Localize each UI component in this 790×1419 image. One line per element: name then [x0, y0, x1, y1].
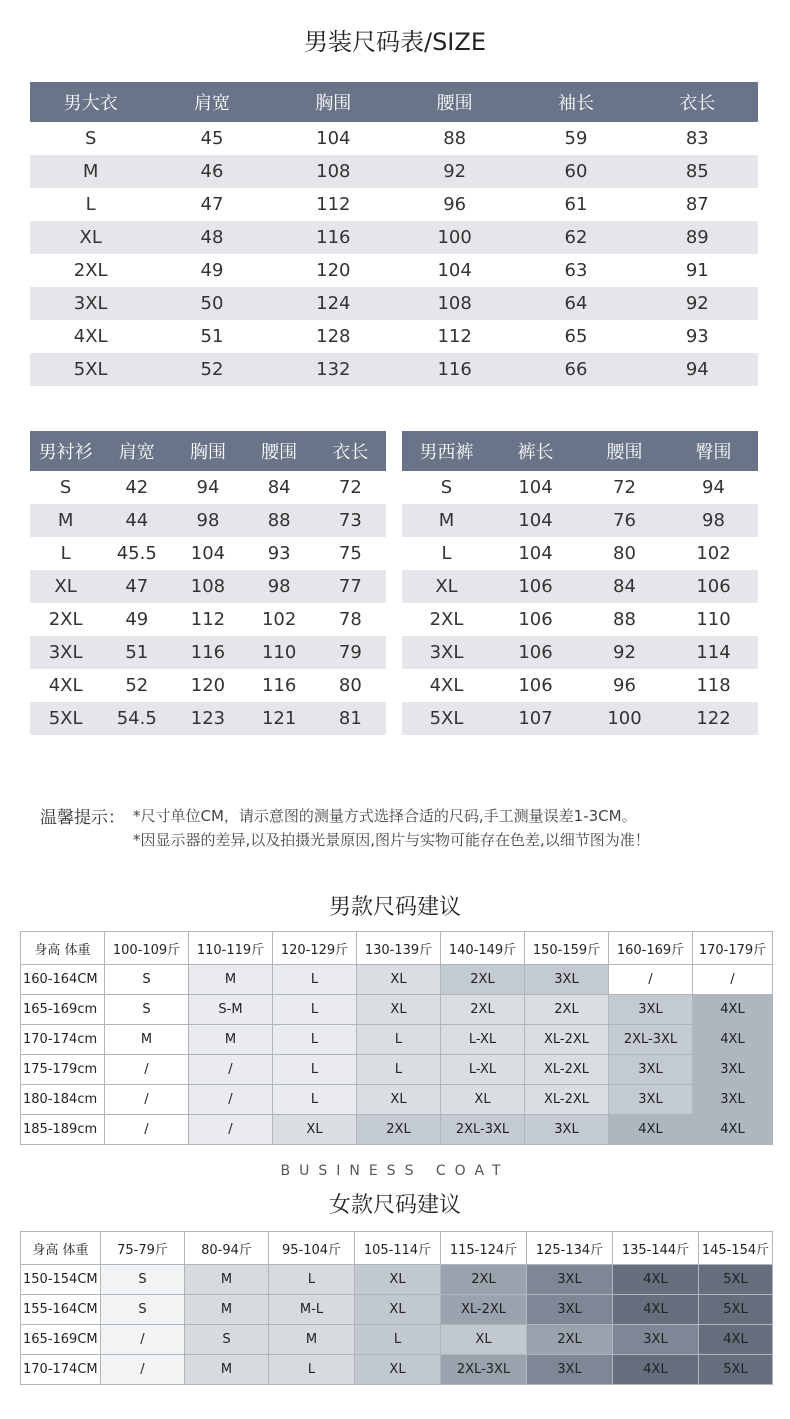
page-title: 男装尺码表/SIZE [303, 28, 486, 56]
table-cell: 2XL [441, 995, 525, 1025]
table-cell: S [185, 1325, 269, 1355]
table-header-cell: 105-114斤 [355, 1232, 441, 1265]
table-cell: 3XL [527, 1265, 613, 1295]
table-header-cell: 男西裤 [402, 431, 491, 471]
table-cell: 108 [394, 287, 515, 320]
table-cell: 3XL [693, 1055, 773, 1085]
table-cell: 88 [613, 609, 636, 630]
table-cell: 98 [244, 570, 315, 603]
table-cell: / [693, 965, 773, 995]
table-cell: 54.5 [101, 702, 172, 735]
table-cell: 116 [394, 353, 515, 386]
table-header-row [21, 1232, 773, 1265]
row-header-cell: 170-174cm [21, 1025, 105, 1055]
row-header-cell: M [30, 155, 151, 188]
table-cell: / [101, 1325, 185, 1355]
table-cell: 49 [200, 260, 224, 281]
table-cell: 73 [315, 504, 386, 537]
table-cell: 114 [669, 636, 758, 669]
row-header-cell: 2XL [429, 609, 464, 630]
table-cell: 76 [580, 504, 669, 537]
table-cell: L [273, 965, 357, 995]
table-cell: 51 [200, 326, 224, 347]
row-header-cell: 5XL [30, 702, 101, 735]
table-cell: 46 [151, 155, 272, 188]
table-cell: 93 [267, 543, 291, 564]
table-cell: 88 [443, 128, 467, 149]
table-cell: M [185, 1295, 269, 1325]
table-cell: M [185, 1265, 269, 1295]
table-cell: XL [357, 995, 441, 1025]
table-cell: 102 [696, 543, 731, 564]
table-cell: 116 [172, 636, 243, 669]
table-header-cell: 100-109斤 [105, 932, 189, 965]
table-cell: 66 [515, 353, 636, 386]
table-cell: M [189, 965, 273, 995]
row-header-cell: 185-189cm [21, 1115, 105, 1145]
table-row [21, 1295, 773, 1325]
table-cell: 75 [338, 543, 362, 564]
row-header-cell: 2XL [73, 260, 108, 281]
table-row [21, 1355, 773, 1385]
table-cell: 3XL [609, 995, 693, 1025]
table-cell: 106 [518, 675, 553, 696]
table-row [30, 537, 386, 570]
table-cell: 106 [518, 609, 553, 630]
table-row [30, 287, 758, 320]
table-header-cell: 170-179斤 [693, 932, 773, 965]
table-row [30, 188, 758, 221]
table-cell: 64 [515, 287, 636, 320]
table-cell: 128 [316, 326, 351, 347]
table-cell: 88 [244, 504, 315, 537]
table-cell: / [105, 1055, 189, 1085]
table-cell: 78 [338, 609, 362, 630]
table-cell: 59 [564, 128, 588, 149]
table-cell: 102 [261, 609, 297, 630]
table-cell: 107 [491, 702, 580, 735]
table-cell: S [101, 1295, 185, 1325]
table-header-row [30, 431, 386, 471]
table-cell: 104 [518, 543, 553, 564]
table-cell: 63 [564, 260, 588, 281]
table-cell: L [357, 1025, 441, 1055]
table-cell: 3XL [527, 1355, 613, 1385]
table-cell: XL [357, 1085, 441, 1115]
table-row [30, 669, 386, 702]
table-header-cell: 130-139斤 [357, 932, 441, 965]
table-cell: XL-2XL [525, 1025, 609, 1055]
row-header-cell: M [402, 504, 491, 537]
table-cell: 52 [125, 675, 149, 696]
table-header-cell: 125-134斤 [527, 1232, 613, 1265]
table-cell: 5XL [699, 1295, 773, 1325]
table-cell: 110 [244, 636, 315, 669]
table-cell: XL-2XL [441, 1295, 527, 1325]
table-row [402, 570, 758, 603]
table-cell: 4XL [693, 995, 773, 1025]
table-cell: 62 [515, 221, 636, 254]
table-cell: XL [273, 1115, 357, 1145]
table-cell: 98 [172, 504, 243, 537]
table-cell: 91 [685, 260, 709, 281]
table-cell: L [357, 1055, 441, 1085]
table-row [30, 603, 386, 636]
table-cell: 121 [244, 702, 315, 735]
tips-label: 温馨提示： [40, 808, 125, 828]
table-cell: 94 [702, 477, 725, 498]
table-header-cell: 80-94斤 [185, 1232, 269, 1265]
table-cell: / [189, 1115, 273, 1145]
table-cell: 3XL [609, 1055, 693, 1085]
row-header-cell: 4XL [429, 675, 464, 696]
table-cell: 49 [125, 609, 149, 630]
table-cell: 108 [273, 155, 394, 188]
table-row [21, 995, 773, 1025]
tips-line-1: *尺寸单位CM，请示意图的测量方式选择合适的尺码,手工测量误差1-3CM。 [133, 807, 637, 825]
table-cell: / [189, 1085, 273, 1115]
table-cell: 81 [315, 702, 386, 735]
table-cell: / [189, 1055, 273, 1085]
table-cell: 89 [637, 221, 758, 254]
table-cell: 104 [518, 477, 553, 498]
table-cell: XL-2XL [525, 1055, 609, 1085]
table-cell: 92 [580, 636, 669, 669]
table-cell: M [185, 1355, 269, 1385]
table-cell: 4XL [693, 1025, 773, 1055]
table-cell: 116 [273, 221, 394, 254]
table-cell: XL [355, 1295, 441, 1325]
table-cell: 83 [685, 128, 709, 149]
tips-line-2: *因显示器的差异,以及拍摄光景原因,图片与实物可能存在色差,以细节图为准！ [133, 831, 650, 849]
table-cell: / [609, 965, 693, 995]
row-header-cell: L [60, 543, 71, 564]
table-cell: 65 [564, 326, 588, 347]
row-header-cell: S [59, 477, 72, 498]
table-cell: 84 [580, 570, 669, 603]
table-cell: M-L [269, 1295, 355, 1325]
table-row [30, 570, 386, 603]
table-cell: L [273, 995, 357, 1025]
table-cell: L [355, 1325, 441, 1355]
table-cell: 45 [200, 128, 224, 149]
pants-size-table [402, 431, 758, 735]
row-header-cell: 2XL [48, 609, 83, 630]
table-cell: 93 [685, 326, 709, 347]
table-cell: 96 [613, 675, 636, 696]
table-cell: 120 [316, 260, 351, 281]
table-cell: XL [355, 1355, 441, 1385]
table-cell: 3XL [609, 1085, 693, 1115]
table-cell: 94 [637, 353, 758, 386]
table-header-cell: 胸围 [273, 82, 394, 122]
table-row [402, 504, 758, 537]
table-cell: M [105, 1025, 189, 1055]
table-row [30, 702, 386, 735]
table-row [30, 636, 386, 669]
table-cell: XL [441, 1325, 527, 1355]
table-header-cell: 裤长 [491, 431, 580, 471]
table-cell: 2XL [525, 995, 609, 1025]
table-cell: 104 [437, 260, 472, 281]
shirt-size-table [30, 431, 386, 735]
table-cell: 60 [515, 155, 636, 188]
table-cell: 4XL [699, 1325, 773, 1355]
table-cell: 100 [394, 221, 515, 254]
table-row [30, 155, 758, 188]
table-header-cell: 身高 体重 [21, 932, 105, 965]
table-cell: 2XL-3XL [609, 1025, 693, 1055]
table-row [30, 504, 386, 537]
table-cell: 112 [437, 326, 472, 347]
row-header-cell: 165-169cm [21, 995, 105, 1025]
table-cell: 72 [613, 477, 636, 498]
table-cell: 106 [491, 636, 580, 669]
table-cell: 61 [564, 194, 588, 215]
table-row [30, 254, 758, 287]
table-row [402, 702, 758, 735]
table-cell: / [105, 1085, 189, 1115]
table-header-cell: 腰围 [244, 431, 315, 471]
table-row [30, 221, 758, 254]
table-cell: 72 [338, 477, 362, 498]
table-header-cell: 袖长 [515, 82, 636, 122]
coat-size-table [30, 82, 758, 386]
table-cell: XL [357, 965, 441, 995]
table-cell: 3XL [525, 1115, 609, 1145]
table-header-cell: 衣长 [315, 431, 386, 471]
table-cell: 2XL [357, 1115, 441, 1145]
row-header-cell: 3XL [30, 636, 101, 669]
row-header-cell: XL [402, 570, 491, 603]
table-cell: 120 [190, 675, 226, 696]
row-header-cell: XL [30, 221, 151, 254]
row-header-cell: 5XL [30, 353, 151, 386]
table-cell: 2XL-3XL [441, 1355, 527, 1385]
table-cell: 106 [491, 570, 580, 603]
row-header-cell: XL [30, 570, 101, 603]
table-row [402, 471, 758, 504]
table-cell: 47 [200, 194, 224, 215]
row-header-cell: 155-164CM [21, 1295, 101, 1325]
table-cell: M [269, 1325, 355, 1355]
table-row [21, 965, 773, 995]
table-cell: 87 [685, 194, 709, 215]
table-cell: 104 [491, 504, 580, 537]
table-cell: 100 [580, 702, 669, 735]
table-header-cell: 臀围 [669, 431, 758, 471]
men-size-recommendation-table [20, 931, 773, 1145]
row-header-cell: S [84, 128, 97, 149]
men-recommendation-title: 男款尺码建议 [328, 895, 461, 920]
table-cell: 94 [196, 477, 220, 498]
table-cell: L [269, 1355, 355, 1385]
table-cell: 2XL-3XL [441, 1115, 525, 1145]
table-cell: 51 [101, 636, 172, 669]
table-cell: L-XL [441, 1025, 525, 1055]
table-row [30, 122, 758, 155]
table-header-cell: 160-169斤 [609, 932, 693, 965]
table-cell: 2XL [441, 965, 525, 995]
table-cell: 104 [316, 128, 351, 149]
row-header-cell: 4XL [48, 675, 83, 696]
table-cell: L [269, 1265, 355, 1295]
table-cell: 132 [273, 353, 394, 386]
row-header-cell: 5XL [402, 702, 491, 735]
table-cell: L [273, 1025, 357, 1055]
table-cell: 92 [637, 287, 758, 320]
table-cell: XL-2XL [525, 1085, 609, 1115]
row-header-cell: 165-169CM [21, 1325, 101, 1355]
row-header-cell: L [85, 194, 96, 215]
table-cell: 108 [172, 570, 243, 603]
row-header-cell: 175-179cm [21, 1055, 105, 1085]
row-header-cell: 3XL [402, 636, 491, 669]
table-row [402, 537, 758, 570]
table-header-cell: 胸围 [172, 431, 243, 471]
table-header-cell: 120-129斤 [273, 932, 357, 965]
table-cell: 118 [696, 675, 731, 696]
table-cell: S [105, 965, 189, 995]
table-cell: 3XL [693, 1085, 773, 1115]
table-cell: XL [441, 1085, 525, 1115]
table-cell: 80 [338, 675, 362, 696]
table-row [402, 636, 758, 669]
table-cell: 3XL [613, 1325, 699, 1355]
table-header-cell: 150-159斤 [525, 932, 609, 965]
table-cell: 48 [151, 221, 272, 254]
table-cell: 4XL [613, 1355, 699, 1385]
table-cell: 4XL [613, 1265, 699, 1295]
women-size-recommendation-table [20, 1231, 773, 1385]
table-cell: 96 [443, 194, 467, 215]
row-header-cell: M [30, 504, 101, 537]
table-cell: L-XL [441, 1055, 525, 1085]
table-cell: L [273, 1085, 357, 1115]
table-header-cell: 肩宽 [101, 431, 172, 471]
table-cell: 77 [315, 570, 386, 603]
table-row [21, 1325, 773, 1355]
table-cell: 123 [172, 702, 243, 735]
table-cell: 110 [696, 609, 731, 630]
table-cell: 3XL [525, 965, 609, 995]
table-header-cell: 身高 体重 [21, 1232, 101, 1265]
table-cell: 4XL [693, 1115, 773, 1145]
row-header-cell: 4XL [73, 326, 108, 347]
table-cell: M [189, 1025, 273, 1055]
table-cell: 3XL [527, 1295, 613, 1325]
table-cell: 45.5 [116, 543, 157, 564]
row-header-cell: 3XL [30, 287, 151, 320]
table-cell: S-M [189, 995, 273, 1025]
table-row [30, 353, 758, 386]
table-cell: 42 [125, 477, 149, 498]
table-cell: S [105, 995, 189, 1025]
table-row [21, 1265, 773, 1295]
table-header-cell: 115-124斤 [441, 1232, 527, 1265]
table-cell: 104 [190, 543, 226, 564]
table-header-cell: 95-104斤 [269, 1232, 355, 1265]
table-cell: 92 [394, 155, 515, 188]
table-cell: 2XL [527, 1325, 613, 1355]
table-cell: 79 [315, 636, 386, 669]
table-row [21, 1025, 773, 1055]
row-header-cell: S [440, 477, 453, 498]
row-header-cell: L [441, 543, 452, 564]
table-cell: 116 [261, 675, 297, 696]
table-header-row [402, 431, 758, 471]
row-header-cell: 160-164CM [21, 965, 105, 995]
table-header-row [21, 932, 773, 965]
table-header-cell: 140-149斤 [441, 932, 525, 965]
table-header-cell: 145-154斤 [699, 1232, 773, 1265]
table-row [402, 669, 758, 702]
table-row [30, 471, 386, 504]
row-header-cell: 170-174CM [21, 1355, 101, 1385]
table-cell: 84 [267, 477, 291, 498]
table-header-cell: 男衬衫 [30, 431, 101, 471]
table-row [21, 1085, 773, 1115]
table-row [30, 320, 758, 353]
table-cell: 106 [669, 570, 758, 603]
business-coat-caption: BUSINESS COAT [280, 1163, 510, 1179]
table-cell: 124 [273, 287, 394, 320]
table-cell: 4XL [613, 1295, 699, 1325]
row-header-cell: 150-154CM [21, 1265, 101, 1295]
row-header-cell: 180-184cm [21, 1085, 105, 1115]
table-cell: 5XL [699, 1355, 773, 1385]
table-header-cell: 肩宽 [151, 82, 272, 122]
table-cell: 47 [101, 570, 172, 603]
table-cell: 5XL [699, 1265, 773, 1295]
table-cell: 80 [613, 543, 636, 564]
table-header-cell: 衣长 [637, 82, 758, 122]
table-cell: 85 [637, 155, 758, 188]
table-cell: XL [355, 1265, 441, 1295]
table-cell: 44 [101, 504, 172, 537]
table-header-cell: 男大衣 [30, 82, 151, 122]
table-cell: 112 [316, 194, 351, 215]
table-cell: L [273, 1055, 357, 1085]
table-cell: 52 [151, 353, 272, 386]
table-cell: S [101, 1265, 185, 1295]
table-header-cell: 75-79斤 [101, 1232, 185, 1265]
table-cell: 122 [669, 702, 758, 735]
table-row [21, 1115, 773, 1145]
table-header-cell: 110-119斤 [189, 932, 273, 965]
table-header-cell: 腰围 [394, 82, 515, 122]
women-recommendation-title: 女款尺码建议 [328, 1193, 461, 1218]
table-cell: 4XL [609, 1115, 693, 1145]
table-cell: / [101, 1355, 185, 1385]
table-row [21, 1055, 773, 1085]
table-cell: / [105, 1115, 189, 1145]
table-cell: 112 [190, 609, 226, 630]
table-cell: 2XL [441, 1265, 527, 1295]
table-cell: 50 [151, 287, 272, 320]
table-header-cell: 腰围 [580, 431, 669, 471]
table-header-row [30, 82, 758, 122]
table-header-cell: 135-144斤 [613, 1232, 699, 1265]
table-row [402, 603, 758, 636]
table-cell: 98 [669, 504, 758, 537]
